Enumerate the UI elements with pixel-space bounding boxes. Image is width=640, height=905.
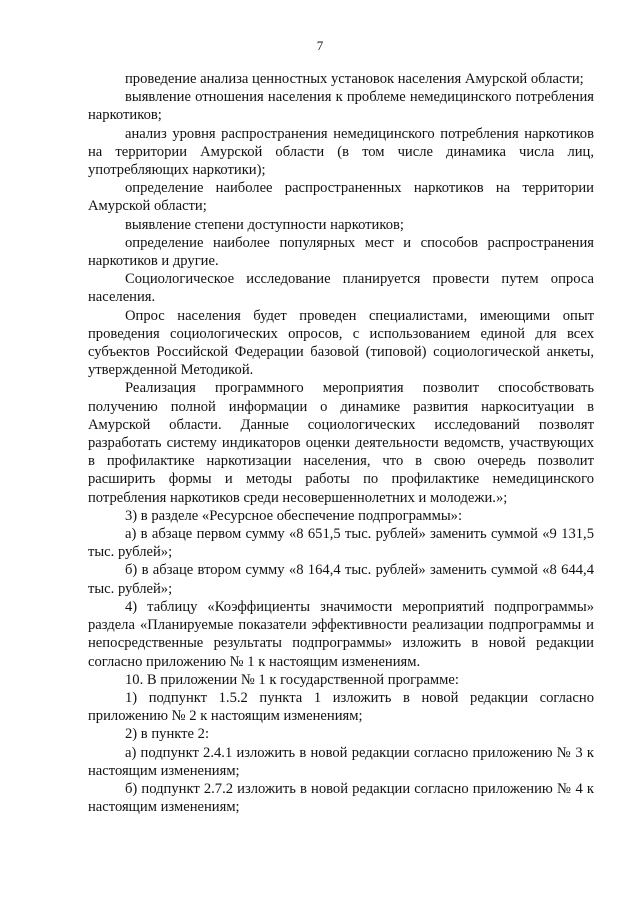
paragraph: Реализация программного мероприятия позволит способствовать получению полной информации о динамике развития наркоситуации в Амурской области. Данные социологических исследований позволят разработать систему индикаторов оценки деятельности ведомств, участвующих в профилактике наркотизации населения, что в свою очередь позволит расширить формы и методы работы по профилактике немедицинского потребления наркотиков среди несовершеннолетних и молодежи.»; [88, 380, 594, 506]
paragraph: 1) подпункт 1.5.2 пункта 1 изложить в новой редакции согласно приложению № 2 к настоящим изменениям; [88, 689, 594, 725]
paragraph: Социологическое исследование планируется провести путем опроса населения. [88, 271, 594, 306]
paragraph: выявление отношения населения к проблеме немедицинского потребления наркотиков; [88, 89, 594, 124]
paragraph: 4) таблицу «Коэффициенты значимости мероприятий подпрограммы» раздела «Планируемые показатели эффективности реализации подпрограммы и непосредственные результаты подпрограммы» изложить в новой редакции согласно приложению № 1 к настоящим изменениям. [88, 598, 594, 670]
paragraph: анализ уровня распространения немедицинского потребления наркотиков на территории Амурской области (в том числе динамика числа лиц, употребляющих наркотики); [88, 125, 594, 179]
paragraph: проведение анализа ценностных установок населения Амурской области; [125, 71, 584, 87]
paragraph: а) подпункт 2.4.1 изложить в новой редакции согласно приложению № 3 к настоящим изменениям; [88, 744, 594, 779]
paragraph: выявление степени доступности наркотиков; [125, 216, 404, 233]
paragraph: 10. В приложении № 1 к государственной программе: [125, 671, 459, 688]
document-body [88, 70, 594, 816]
paragraph: 3) в разделе «Ресурсное обеспечение подпрограммы»: [125, 507, 462, 524]
paragraph: Опрос населения будет проведен специалистами, имеющими опыт проведения социологических опросов, с использованием единой для всех субъектов Российской Федерации базовой (типовой) социологической анкеты, утвержденной Методикой. [88, 307, 594, 379]
paragraph: а) в абзаце первом сумму «8 651,5 тыс. рублей» заменить суммой «9 131,5 тыс. рублей»; [88, 526, 594, 561]
page-number: 7 [316, 38, 324, 53]
paragraph: б) в абзаце втором сумму «8 164,4 тыс. рублей» заменить суммой «8 644,4 тыс. рублей»; [88, 562, 594, 597]
paragraph: б) подпункт 2.7.2 изложить в новой редакции согласно приложению № 4 к настоящим изменениям; [88, 780, 594, 816]
paragraph: определение наиболее распространенных наркотиков на территории Амурской области; [88, 180, 594, 215]
paragraph: 2) в пункте 2: [125, 726, 210, 743]
paragraph: определение наиболее популярных мест и способов распространения наркотиков и другие. [88, 234, 594, 270]
